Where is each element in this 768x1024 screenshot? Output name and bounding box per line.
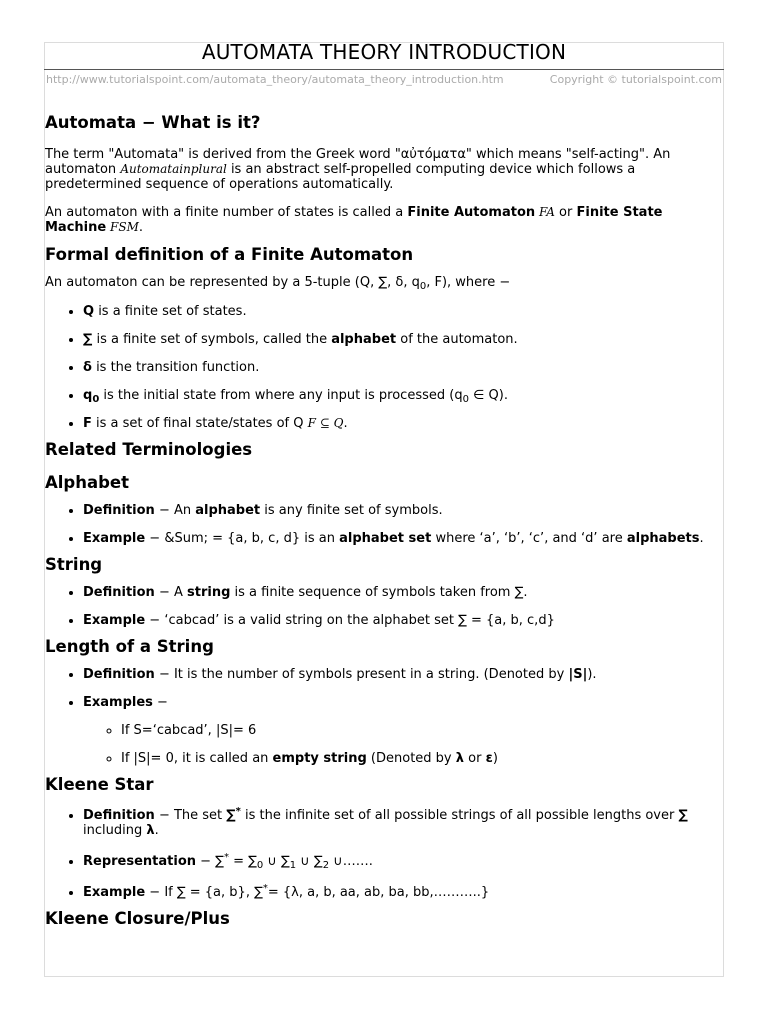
kleene-list — [45, 808, 721, 900]
document-body — [45, 108, 721, 930]
list-item: ◦ If |S|= 0, it is called an empty string (Denoted by λ or ε) — [121, 751, 721, 766]
copyright-notice: Copyright © tutorialspoint.com — [549, 73, 722, 86]
para-automata-definition: The term "Automata" is derived from the Greek word "αὐτόματα" which means "self-acting". An automaton Automatainplural is an abstract self-propelled computing device which follows a predetermined sequence of operations automatically. — [45, 147, 671, 192]
source-url[interactable]: http://www.tutorialspoint.com/automata_theory/automata_theory_introduction.htm — [46, 73, 504, 86]
list-item: • Representation − $\sum^* = \sum_0$ ∪ $\sum_1$ ∪ $\sum_2$ ∪……. — [83, 854, 721, 869]
list-item: ◦ If S=‘cabcad’, |S|= 6 — [121, 723, 721, 738]
list-item: • Q is a finite set of states. — [83, 304, 721, 319]
heading-length-of-string: Length of a String — [45, 637, 214, 656]
heading-kleene-star: Kleene Star — [45, 775, 154, 794]
length-list — [45, 667, 721, 766]
title-divider — [44, 69, 724, 70]
heading-related-terminologies: Related Terminologies — [45, 440, 253, 459]
list-item: • F is a set of final state/states of Q F ⊆ Q. — [83, 416, 721, 431]
list-item: • Example − If ∑ = {a, b}, ∑*= {λ, a, b, aa, ab, ba, bb,………..} — [83, 885, 721, 900]
list-item: • ∑ is a finite set of symbols, called the alphabet of the automaton. — [83, 332, 721, 347]
heading-string: String — [45, 555, 103, 574]
tuple-list — [45, 304, 721, 431]
para-tuple: An automaton can be represented by a 5-tuple (Q, ∑, δ, $q_0$, F), where − — [45, 275, 511, 292]
alphabet-list — [45, 503, 721, 546]
heading-formal-definition: Formal definition of a Finite Automaton — [45, 245, 414, 264]
list-item: • Definition − An alphabet is any finite set of symbols. — [83, 503, 721, 518]
list-item: • δ is the transition function. — [83, 360, 721, 375]
list-item: • Examples − ◦ If S=‘cabcad’, |S|= 6 ◦ If |S|= 0, it is called an empty string (Denoted by λ or ε) — [83, 695, 721, 766]
heading-alphabet: Alphabet — [45, 473, 130, 492]
list-item: • Example − &Sum; = {a, b, c, d} is an alphabet set where ‘a’, ‘b’, ‘c’, and ‘d’ are alphabets. — [83, 531, 721, 546]
heading-kleene-closure: Kleene Closure/Plus — [45, 909, 230, 928]
examples-sublist — [83, 723, 721, 766]
page-title: AUTOMATA THEORY INTRODUCTION — [201, 40, 567, 64]
heading-automata: Automata − What is it? — [45, 113, 261, 132]
list-item: • Definition − A string is a finite sequence of symbols taken from ∑. — [83, 585, 721, 600]
para-finite-automaton: An automaton with a finite number of states is called a Finite Automaton FA or Finite State Machine FSM. — [45, 205, 663, 235]
list-item: • Definition − The set ∑* is the infinite set of all possible strings of all possible lengths over ∑ including λ. — [83, 808, 721, 838]
list-item: • Example − ‘cabcad’ is a valid string on the alphabet set ∑ = {a, b, c,d} — [83, 613, 721, 628]
list-item: • Definition − It is the number of symbols present in a string. (Denoted by |S|). — [83, 667, 721, 682]
list-item: • $q_0$ is the initial state from where any input is processed ($q_0$ ∈ Q). — [83, 388, 721, 403]
string-list — [45, 585, 721, 628]
